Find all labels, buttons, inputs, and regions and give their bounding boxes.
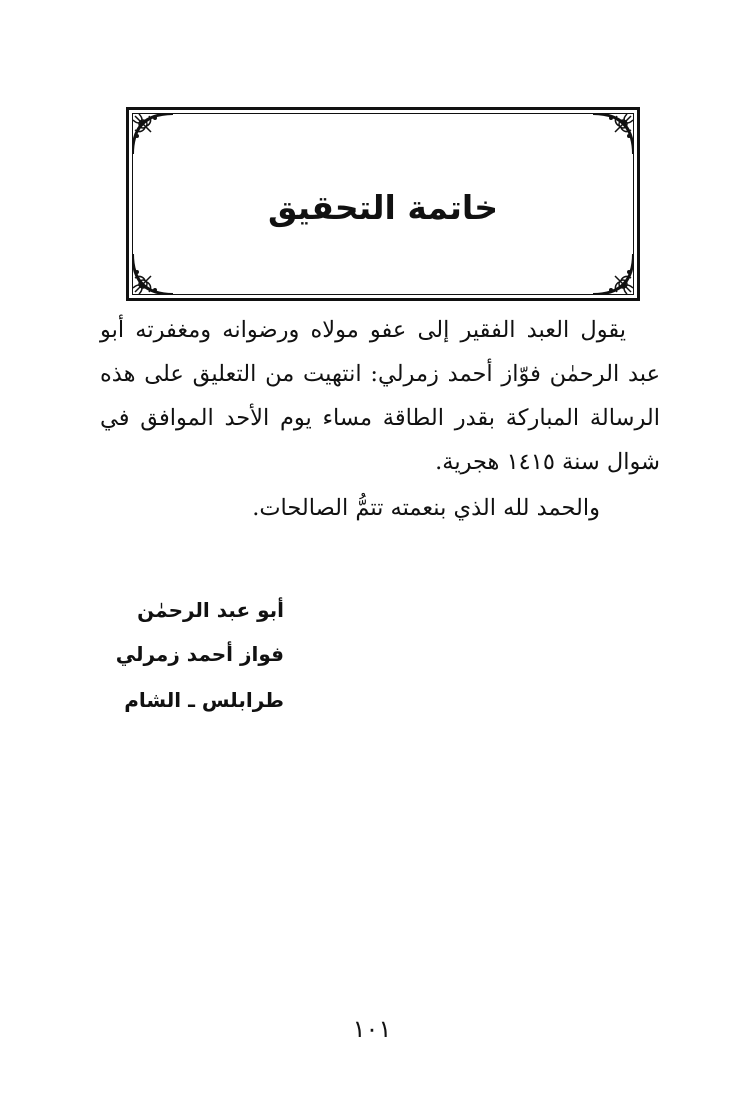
page-number: ١٠١ bbox=[352, 1015, 392, 1043]
ornament-corner-icon bbox=[591, 112, 635, 156]
chapter-title-frame bbox=[126, 107, 640, 301]
signature-place: طرابلس ـ الشام bbox=[124, 688, 284, 712]
paragraph: يقول العبد الفقير إلى عفو مولاه ورضوانه ومغفرته أبو عبد الرحمٰن فوّاز أحمد زمرلي: انتهيت من التعليق على هذه الرسالة المباركة بقدر الطاقة مساء يوم الأحد الموافق في شوال سنة ١٤١٥ هجرية. bbox=[100, 317, 660, 475]
closing-line: والحمد لله الذي بنعمته تتمُّ الصالحات. bbox=[252, 495, 600, 521]
ornament-corner-icon bbox=[131, 252, 175, 296]
signature-block bbox=[116, 588, 284, 722]
chapter-title: خاتمة التحقيق bbox=[267, 188, 499, 227]
signature-name: فواز أحمد زمرلي bbox=[115, 642, 284, 666]
signature-kunya: أبو عبد الرحمٰن bbox=[137, 598, 284, 622]
ornament-corner-icon bbox=[131, 112, 175, 156]
body-text bbox=[100, 308, 660, 530]
ornament-corner-icon bbox=[591, 252, 635, 296]
